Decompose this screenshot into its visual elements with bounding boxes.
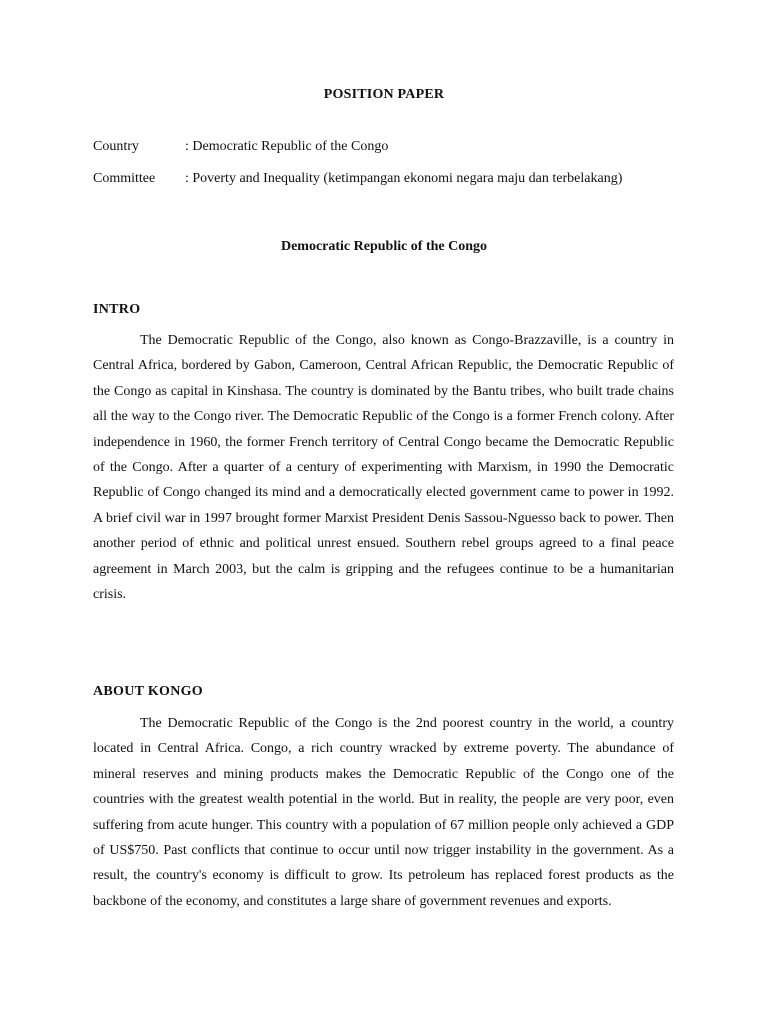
- section-heading-intro: INTRO: [93, 302, 141, 317]
- section-paragraph-intro: The Democratic Republic of the Congo, also known as Congo-Brazzaville, is a country in Central Africa, bordered by Gabon, Cameroon, Central African Republic, the Democratic Republic of the Congo as capital in Kinshasa. The country is dominated by the Bantu tribes, who built trade chains all the way to the Congo river. The Democratic Republic of the Congo is a former French colony. After independence in 1960, the former French territory of Central Congo became the Democratic Republic of the Congo. After a quarter of a century of experimenting with Marxism, in 1990 the Democratic Republic of Congo changed its mind and a democratically elected government came to power in 1992. A brief civil war in 1997 brought former Marxist President Denis Sassou-Nguesso back to power. Then another period of ethnic and political unrest ensued. Southern rebel groups agreed to a final peace agreement in March 2003, but the calm is gripping and the refugees continue to be a humanitarian crisis.: [93, 333, 674, 603]
- meta-label-committee: Committee: [93, 171, 156, 186]
- meta-row-country: [93, 138, 388, 156]
- meta-label-country: Country: [93, 139, 139, 154]
- section-heading-about-kongo: ABOUT KONGO: [93, 684, 204, 699]
- meta-row-committee: [93, 170, 622, 188]
- meta-value-committee: : Poverty and Inequality (ketimpangan ekonomi negara maju dan terbelakang): [185, 171, 623, 186]
- meta-value-country: : Democratic Republic of the Congo: [185, 139, 389, 154]
- document-title: POSITION PAPER: [323, 87, 445, 102]
- section-paragraph-about-kongo: The Democratic Republic of the Congo is the 2nd poorest country in the world, a country located in Central Africa. Congo, a rich country wracked by extreme poverty. The abundance of mineral reserves and mining products makes the Democratic Republic of the Congo one of the countries with the greatest wealth potential in the world. But in reality, the people are very poor, even suffering from acute hunger. This country with a population of 67 million people only achieved a GDP of US$750. Past conflicts that continue to occur until now trigger instability in the government. As a result, the country's economy is difficult to grow. Its petroleum has replaced forest products as the backbone of the economy, and constitutes a large share of government revenues and exports.: [93, 716, 674, 909]
- document-subtitle: Democratic Republic of the Congo: [280, 239, 488, 254]
